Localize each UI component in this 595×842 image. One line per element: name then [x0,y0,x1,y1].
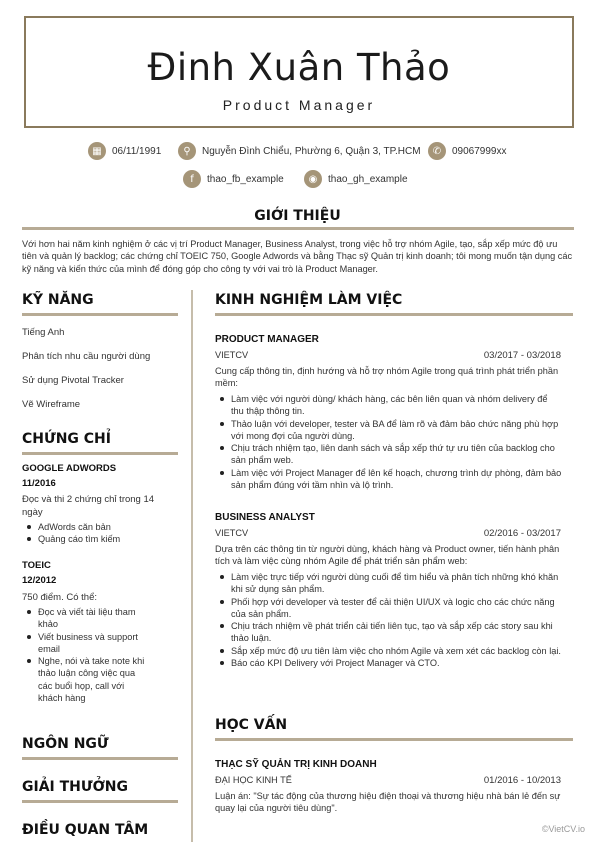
job-bullet: Phối hợp với developer và tester để cải thiện UI/UX và logic cho các chức năng của sản phẩm. [217,596,562,621]
column-divider [191,290,193,842]
awards-title: GIẢI THƯỞNG [22,779,129,795]
education-rule [215,738,573,741]
cert-bullets [24,606,148,704]
intro-title: GIỚI THIỆU [254,208,341,224]
facebook-text[interactable]: thao_fb_example [207,173,284,185]
location-pin-icon: ⚲ [178,142,196,160]
skill-item: Sử dụng Pivotal Tracker [22,375,124,386]
job-bullet: Làm việc trực tiếp với người dùng cuối để tìm hiểu và phân tích những khó khăn khi sử dụng sản phẩm. [217,571,562,596]
github-icon: ◉ [304,170,322,188]
languages-title: NGÔN NGỮ [22,736,109,752]
job-bullet: Sắp xếp mức độ ưu tiên làm việc cho nhóm Agile và xem xét các backlog còn lại. [217,645,562,657]
experience-title: KINH NGHIỆM LÀM VIỆC [215,292,403,308]
contact-birthday [88,142,161,160]
job-bullets [217,571,562,669]
cert-bullet: Đọc và viết tài liệu tham khảo [24,606,148,631]
job-bullet: Thảo luận với developer, tester và BA để làm rõ và đảm bảo chức năng phù hợp với mong đợi của người dùng. [217,418,562,443]
cake-icon: ▦ [88,142,106,160]
job-date: 03/2017 - 03/2018 [483,350,561,361]
phone-icon: ✆ [428,142,446,160]
job-bullet: Làm việc với người dùng/ khách hàng, các bên liên quan và nhóm delivery để thu thập thông tin. [217,393,562,418]
cert-bullet: Quảng cáo tìm kiếm [24,533,174,545]
education-desc: Luận án: "Sự tác động của thương hiệu điện thoại và thương hiệu nhà bán lẻ đến sự quay lại của người tiêu dùng". [215,791,561,814]
address-text: Nguyễn Đình Chiểu, Phường 6, Quận 3, TP.HCM [202,145,421,157]
job-desc: Dựa trên các thông tin từ người dùng, khách hàng và Product owner, tiến hành phân tích và làm việc cùng nhóm Agile để phát triển sản phẩm web: [215,544,560,567]
intro-rule [22,227,574,230]
languages-rule [22,757,178,760]
cert-year: 12/2012 [22,575,57,586]
job-bullet: Chịu trách nhiệm tạo, liên danh sách và sắp xếp thứ tự ưu tiên của backlog cho sản phẩm web. [217,442,562,467]
job-desc: Cung cấp thông tin, định hướng và hỗ trợ nhóm Agile trong quá trình phát triển phần mềm: [215,366,559,389]
interests-title: ĐIỀU QUAN TÂM [22,822,149,838]
candidate-name: Đinh Xuân Thảo [147,46,451,89]
education-date: 01/2016 - 10/2013 [483,775,561,786]
cert-name: GOOGLE ADWORDS [22,463,117,474]
facebook-icon: f [183,170,201,188]
education-title: HỌC VẤN [215,717,288,733]
job-bullet: Chịu trách nhiệm về phát triển cải tiến liên tục, tạo và sắp xếp các story sau khi thảo luận. [217,620,562,645]
phone-text: 09067999xx [452,145,507,157]
skill-item: Tiếng Anh [22,327,65,338]
cert-bullet: AdWords căn bản [24,521,174,533]
job-title: BUSINESS ANALYST [215,512,315,523]
school-name: ĐẠI HỌC KINH TẾ [215,775,292,785]
cert-bullet: Nghe, nói và take note khi thảo luận công việc qua các buổi họp, call với khách hàng [24,655,148,704]
job-bullet: Làm việc với Project Manager để lên kế hoạch, chương trình dự phòng, đảm bảo sản phẩm đúng với tầm nhìn và lộ trình. [217,467,562,492]
github-text[interactable]: thao_gh_example [328,173,408,185]
skills-title: KỸ NĂNG [22,292,94,308]
cert-desc: Đọc và thi 2 chứng chỉ trong 14 ngày [22,494,155,518]
job-date: 02/2016 - 03/2017 [483,528,561,539]
certificates-rule [22,452,178,455]
job-bullet: Báo cáo KPI Delivery với Project Manager và CTO. [217,657,562,669]
cert-name: TOEIC [22,560,51,571]
certificates-title: CHỨNG CHỈ [22,431,111,447]
contact-facebook[interactable] [183,170,284,188]
intro-text: Với hơn hai năm kinh nghiệm ở các vị trí Product Manager, Business Analyst, trong việc hỗ trợ nhóm Agile, tạo, sắp xếp mức độ ưu tiên và quản lý backlog; các chứng chỉ TOEIC 750, Google Adwords và bằng Thạc sỹ Quản trị kinh doanh; tôi mong muốn tận dụng các kỹ năng và kiến thức của mình để đóng góp cho công ty với vai trò là Product Manager. [22,239,573,274]
skills-rule [22,313,178,316]
skill-item: Phân tích nhu cầu người dùng [22,351,151,362]
job-bullets [217,393,562,491]
skill-item: Vẽ Wireframe [22,399,81,410]
cert-year: 11/2016 [22,478,56,489]
cert-bullet: Viết business và support email [24,631,148,656]
job-org: VIETCV [215,528,249,538]
watermark: ©VietCV.io [541,824,585,834]
awards-rule [22,800,178,803]
contact-address [178,142,421,160]
job-title: PRODUCT MANAGER [215,334,319,345]
contact-phone [428,142,507,160]
birthday-text: 06/11/1991 [112,145,162,157]
header-frame [24,16,574,128]
candidate-role: Product Manager [222,97,376,113]
experience-rule [215,313,573,316]
cert-bullets [24,521,174,546]
contact-github[interactable] [304,170,408,188]
job-org: VIETCV [215,350,249,360]
degree-title: THẠC SỸ QUẢN TRỊ KINH DOANH [215,759,377,770]
cert-desc: 750 điểm. Có thể: [22,592,97,603]
